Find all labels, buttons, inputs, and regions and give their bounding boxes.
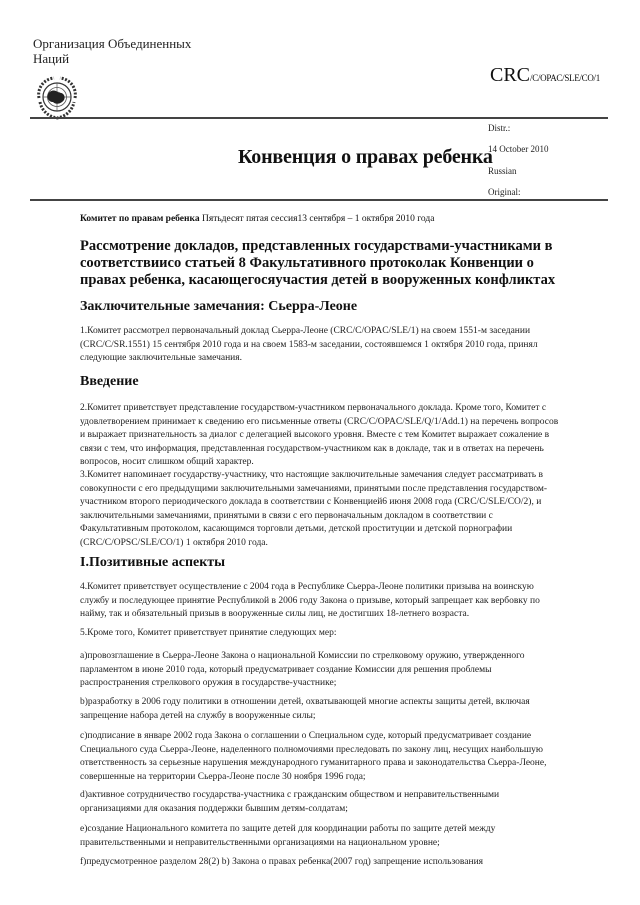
list-item-e: e)создание Национального комитета по защите детей для координации работы по защите детей между правительственными и неправительственными организациями на национальном уровне; (80, 824, 496, 848)
session-name: Пятьдесят пятая сессия (201, 214, 298, 224)
document-date: 14 October 2010 (488, 144, 549, 154)
convention-title: Конвенция о правах ребенка (238, 146, 493, 168)
committee-name: Комитет по правам ребенка (80, 214, 200, 224)
organization-line-2: Наций (33, 51, 70, 66)
list-item-f: f)предусмотренное разделом 28(2) b) Закона о правах ребенка(2007 год) запрещение использования (80, 857, 484, 867)
list-item-d: d)активное сотрудничество государства-участника с гражданским обществом и неправительственными организациями для оказания поддержки бывшим детям-солдатам; (80, 790, 500, 814)
session-dates: 13 сентября – 1 октября 2010 года (297, 214, 435, 224)
committee-line (80, 214, 434, 224)
header-divider-bottom (30, 199, 608, 201)
symbol-suffix: /C/OPAC/SLE/CO/1 (530, 73, 600, 83)
subtitle: Заключительные замечания: Сьерра-Леоне (80, 299, 358, 314)
document-symbol (490, 64, 600, 87)
symbol-prefix: CRC (490, 64, 531, 86)
list-item-c: c)подписание в январе 2002 года Закона о соглашении о Специальном суде, который предусматривает создание Специального суда Сьерра-Леоне, наделенного полномочиями преследовать по закону лиц, несущих наибольшую ответственность за серьезные нарушения международного гуманитарного права и законодательства Сьерра-Леоне, совершенные на территории Сьерра-Леоне после 30 ноября 1996 года; (80, 731, 547, 782)
main-title: Рассмотрение докладов, представленных государствами-участниками в соответствиисо статьей 8 Факультативного протоколак Конвенции о правах ребенка, касающегосяучастия детей в вооруженных конфликтах (80, 238, 556, 288)
original-label: Original: (488, 187, 521, 197)
list-item-b: b)разработку в 2006 году политики в отношении детей, охватывающей многие аспекты защиты детей, включая запрещение набора детей на службу в вооруженные силы; (80, 697, 530, 721)
section-heading-introduction: Введение (80, 374, 139, 389)
section-heading-positive-aspects: I.Позитивные аспекты (80, 555, 226, 570)
header-divider-top (30, 117, 608, 119)
distr-label: Distr.: (488, 123, 511, 133)
paragraph-2: 2.Комитет приветствует представление государством-участником первоначального доклада. Кроме того, Комитет с удовлетворением принимает к сведению его письменные ответы (CRC/C/OPAC/SLE/Q/1/Add.1) на перечень вопросов и выражает признательность за диалог с делегацией высокого уровня. Вместе с тем Комитет выражает сожаление в связи с тем, что информация, представленная государством-участником как в докладе, так и в ответах на перечень вопросов, носит слишком общий характер. (80, 403, 559, 468)
paragraph-1: 1.Комитет рассмотрел первоначальный доклад Сьерра-Леоне (CRC/C/OPAC/SLE/1) на своем 1551-м заседании (CRC/C/SR.1551) 15 сентября 2010 года и на своем 1583-м заседании, состоявшемся 1 октября 2010 года, принял следующие заключительные замечания. (80, 326, 538, 364)
organization-name (33, 36, 191, 66)
organization-line-1: Организация Объединенных (33, 36, 192, 51)
un-emblem-icon (32, 76, 82, 120)
paragraph-4: 4.Комитет приветствует осуществление с 2004 года в Республике Сьерра-Леоне политики призыва на воинскую службу и последующее принятие Республикой в 2006 году Закона о призыве, который запрещает как вербовку по найму, так и обязательный призыв в вооруженные силы лиц, не достигших 18-летнего возраста. (80, 582, 540, 620)
document-language: Russian (488, 166, 517, 176)
paragraph-3: 3.Комитет напоминает государству-участнику, что настоящие заключительные замечания следует рассматривать в совокупности с его предыдущими заключительными замечаниями, принятыми после представления государством-участником второго периодического доклада в соответствии с Конвенцией6 июня 2008 года (CRC/C/SLE/CO/2), и заключительными замечаниями, принятыми в связи с его первоначальным докладом в соответствии с Факультативным протоколом, касающимся торговли детьми, детской проституции и детской порнографии (CRC/C/OPSC/SLE/CO/1) 1 октября 2010 года. (80, 470, 548, 548)
list-item-a: a)провозглашение в Сьерра-Леоне Закона о национальной Комиссии по стрелковому оружию, утвержденного парламентом в июне 2010 года, который предусматривает создание Комиссии для решения проблемы распространения стрелкового оружия в государстве-участнике; (80, 651, 525, 689)
paragraph-5: 5.Кроме того, Комитет приветствует принятие следующих мер: (80, 628, 337, 638)
